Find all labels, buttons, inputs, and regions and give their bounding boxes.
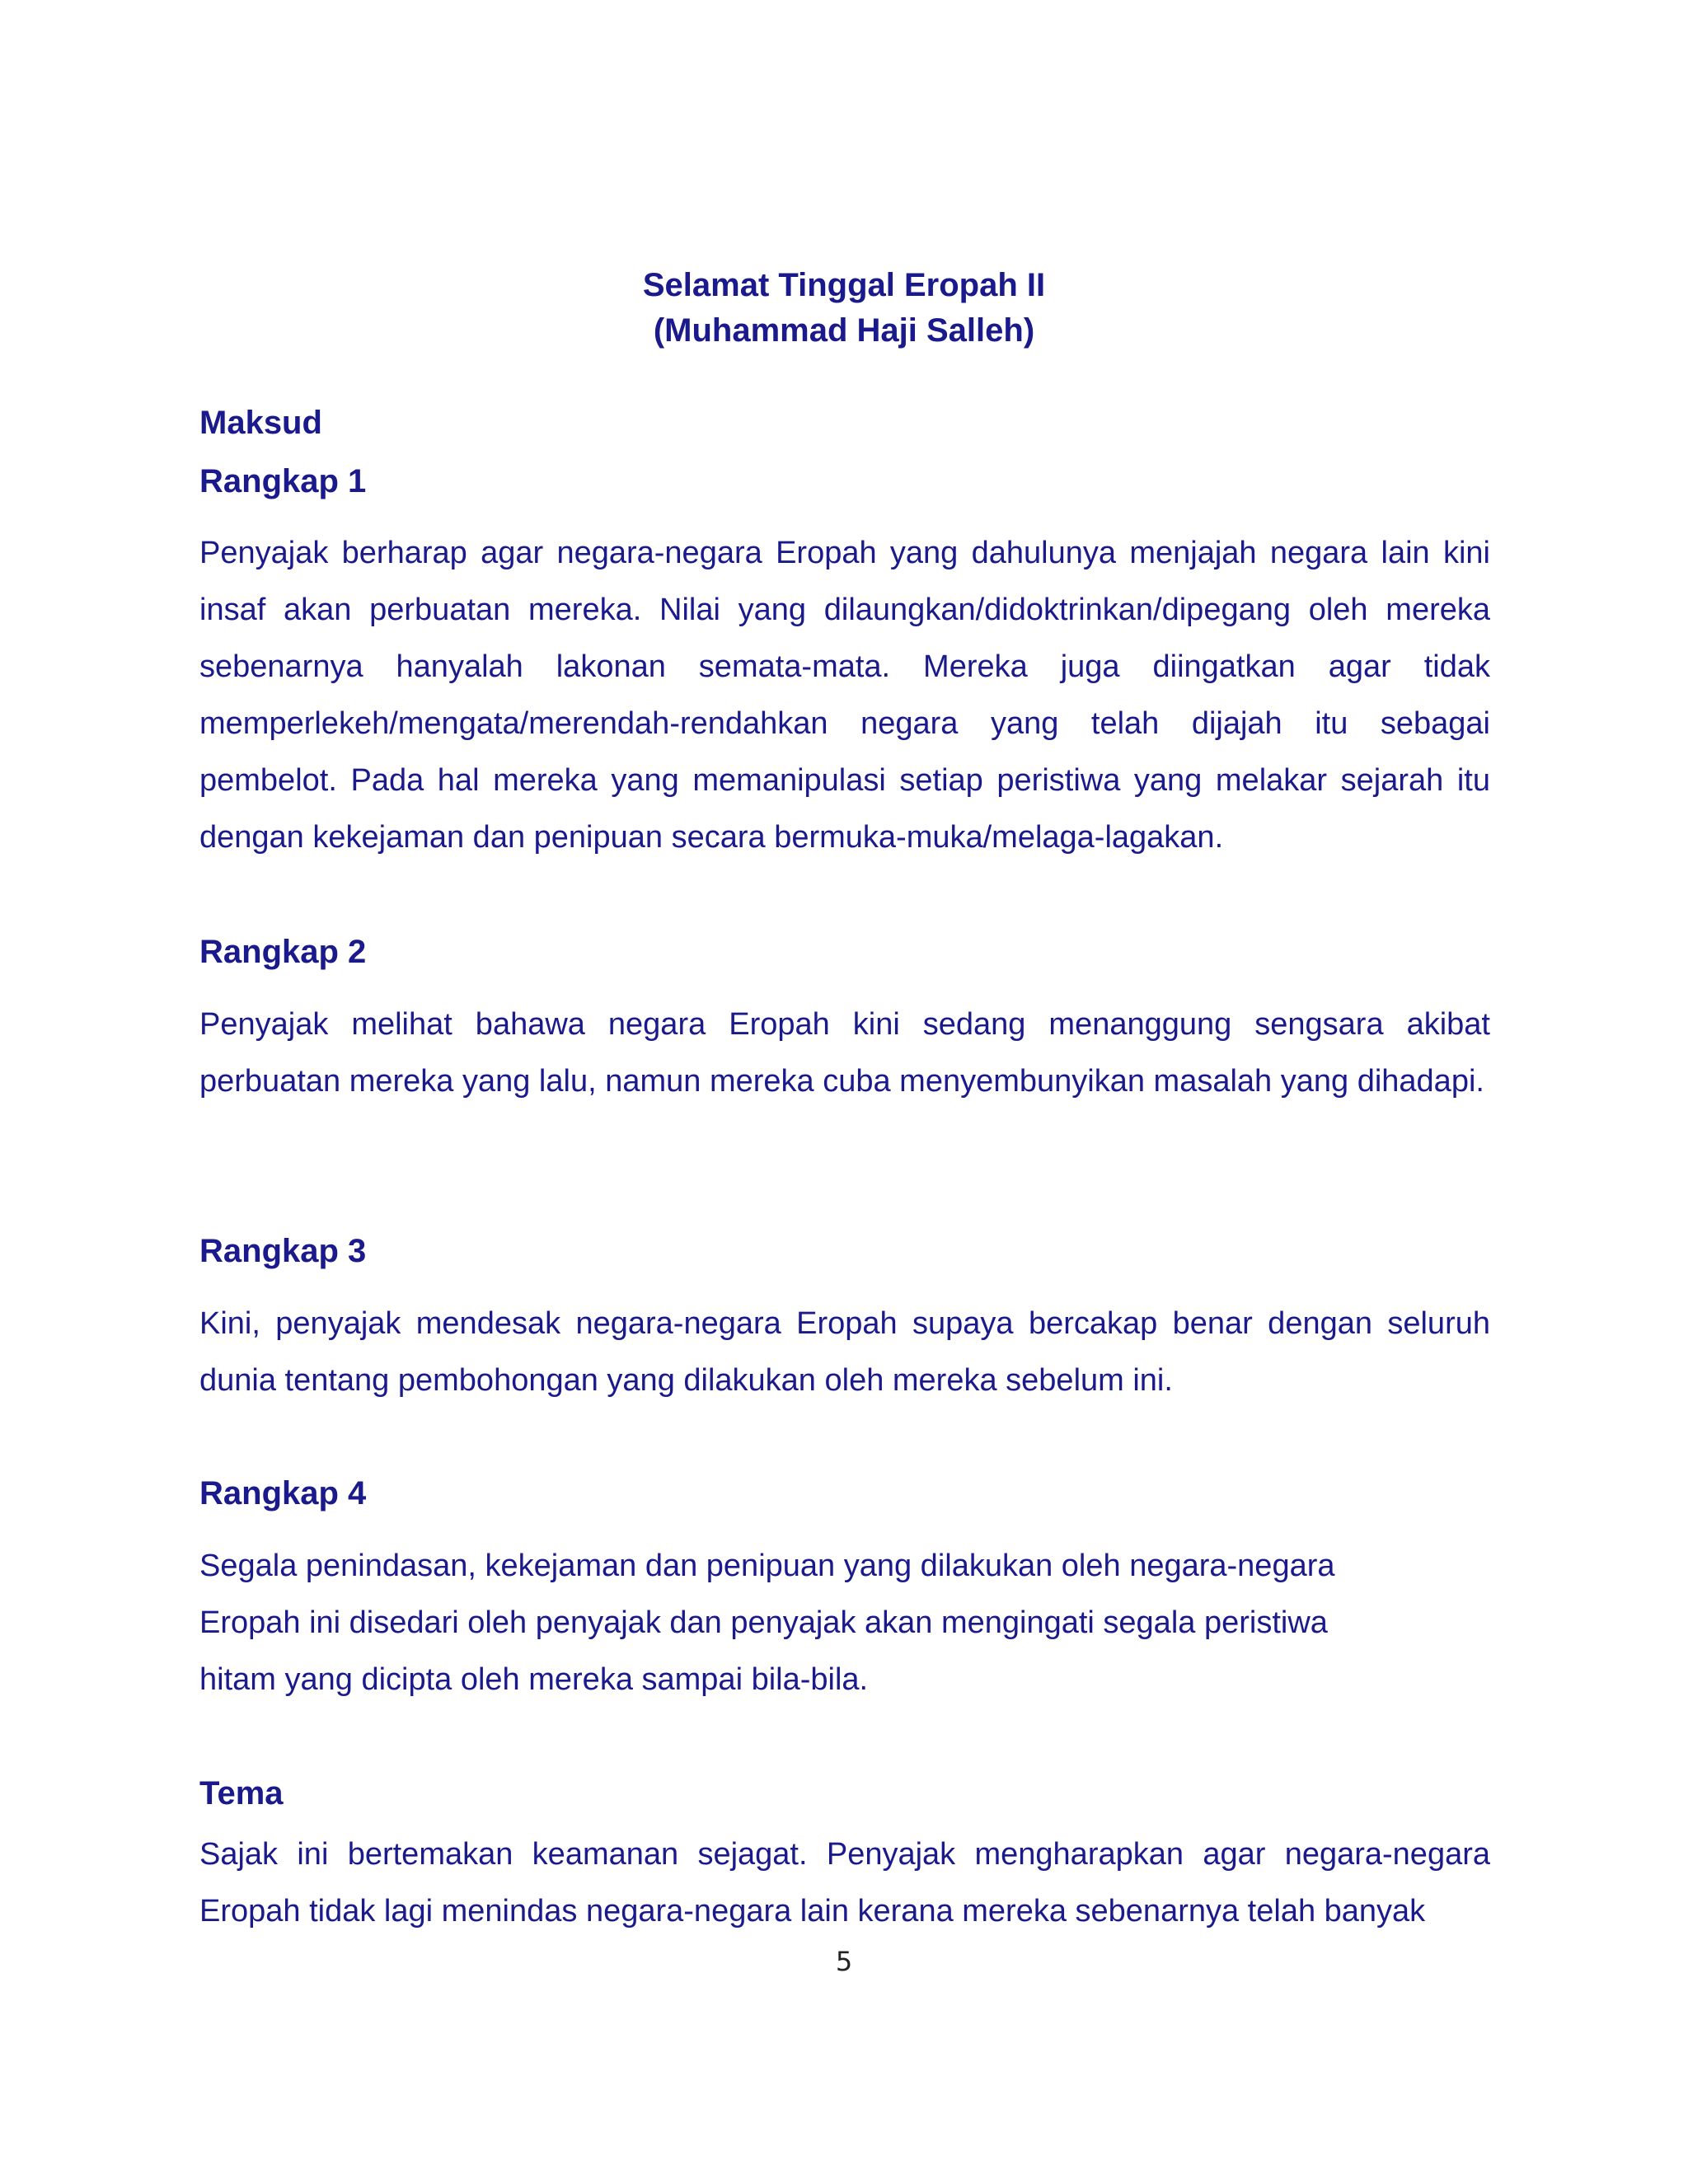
rangkap-3-heading: Rangkap 3	[199, 1233, 367, 1269]
rangkap-1-heading: Rangkap 1	[199, 463, 367, 499]
rangkap-1-text: Penyajak berharap agar negara-negara Eropah yang dahulunya menjajah negara lain kini insaf akan perbuatan mereka. Nilai yang dilaungkan/didoktrinkan/dipegang oleh mereka sebenarnya hanyalah lakonan semata-mata. Mereka juga diingatkan agar tidak memperlekeh/mengata/merendah-rendahkan negara yang telah dijajah itu sebagai pembelot. Pada hal mereka yang memanipulasi setiap peristiwa yang melakar sejarah itu dengan kekejaman dan penipuan secara bermuka-muka/melaga-lagakan.	[199, 536, 1490, 855]
document-title: Selamat Tinggal Eropah II	[642, 267, 1046, 303]
rangkap-4-heading: Rangkap 4	[199, 1475, 367, 1511]
rangkap-4-line-2: Eropah ini disedari oleh penyajak dan penyajak akan mengingati segala peristiwa	[199, 1605, 1328, 1640]
section-heading-maksud: Maksud	[199, 405, 322, 441]
document-author: (Muhammad Haji Salleh)	[653, 312, 1035, 349]
rangkap-4-line-3: hitam yang dicipta oleh mereka sampai bila-bila.	[199, 1662, 869, 1697]
rangkap-2-heading: Rangkap 2	[199, 934, 367, 970]
rangkap-2-text: Penyajak melihat bahawa negara Eropah kini sedang menanggung sengsara akibat perbuatan mereka yang lalu, namun mereka cuba menyembunyikan masalah yang dihadapi.	[199, 1007, 1490, 1099]
rangkap-4-line-1: Segala penindasan, kekejaman dan penipuan yang dilakukan oleh negara-negara	[199, 1549, 1335, 1583]
page-number: 5	[835, 1946, 853, 1977]
tema-heading: Tema	[199, 1775, 284, 1811]
rangkap-3-text: Kini, penyajak mendesak negara-negara Eropah supaya bercakap benar dengan seluruh dunia tentang pembohongan yang dilakukan oleh mereka sebelum ini.	[199, 1306, 1490, 1398]
tema-text: Sajak ini bertemakan keamanan sejagat. Penyajak mengharapkan agar negara-negara Eropah tidak lagi menindas negara-negara lain kerana mereka sebenarnya telah banyak	[199, 1837, 1490, 1929]
